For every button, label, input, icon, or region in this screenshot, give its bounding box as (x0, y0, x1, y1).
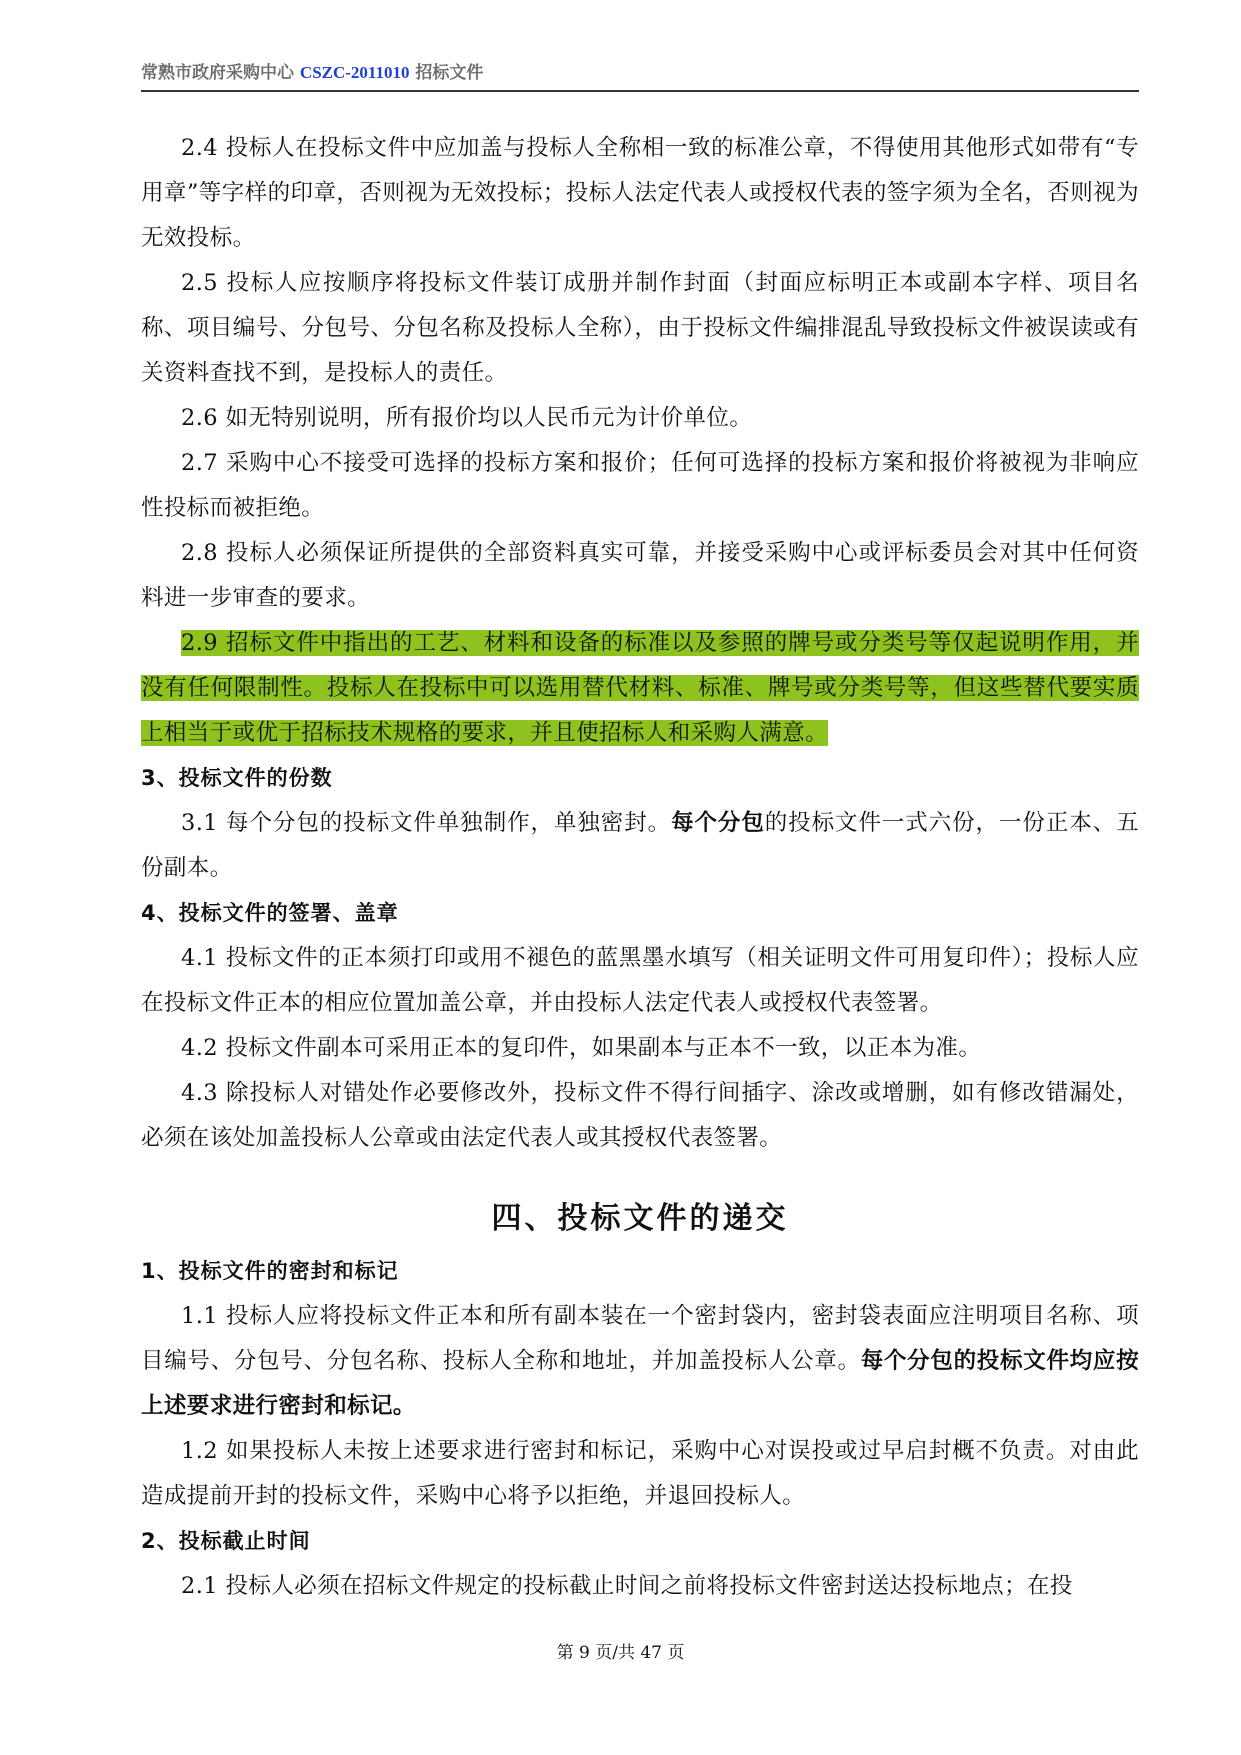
highlighted-text: 2.9 招标文件中指出的工艺、材料和设备的标准以及参照的牌号或分类号等仅起说明作用，并没有任何限制性。投标人在投标中可以选用替代材料、标准、牌号或分类号等，但这些替代要实质上相当于或优于招标技术规格的要求，并且使招标人和采购人满意。 (141, 630, 1139, 746)
header-text (141, 58, 483, 83)
heading-3: 3、投标文件的份数 (141, 766, 333, 790)
paragraph-4-1: 4.1 投标文件的正本须打印或用不褪色的蓝黑墨水填写（相关证明文件可用复印件）；投标人应在投标文件正本的相应位置加盖公章，并由投标人法定代表人或授权代表签署。 (141, 945, 1139, 1016)
paragraph-s2-1: 2.1 投标人必须在招标文件规定的投标截止时间之前将投标文件密封送达投标地点；在投 (181, 1573, 1073, 1599)
header-suffix: 招标文件 (409, 63, 484, 83)
paragraph-4-2: 4.2 投标文件副本可采用正本的复印件，如果副本与正本不一致，以正本为准。 (181, 1035, 982, 1061)
header-code: CSZC-2011010 (299, 63, 410, 82)
page-header (141, 56, 1139, 92)
paragraph-3-1-bold: 每个分包 (671, 810, 765, 836)
paragraph-2-8: 2.8 投标人必须保证所提供的全部资料真实可靠，并接受采购中心或评标委员会对其中任何资料进一步审查的要求。 (141, 540, 1139, 611)
paragraph-2-9 (141, 621, 1139, 756)
heading-s2: 2、投标截止时间 (141, 1529, 311, 1553)
paragraph-2-5: 2.5 投标人应按顺序将投标文件装订成册并制作封面（封面应标明正本或副本字样、项目名称、项目编号、分包号、分包名称及投标人全称），由于投标文件编排混乱导致投标文件被误读或有关资料查找不到，是投标人的责任。 (141, 270, 1139, 386)
header-prefix: 常熟市政府采购中心 (141, 63, 300, 83)
heading-s1: 1、投标文件的密封和标记 (141, 1259, 399, 1283)
paragraph-3-1-rest: 的投标文件一式六份，一份正本、五份副本。 (141, 810, 1139, 881)
paragraph-2-6: 2.6 如无特别说明，所有报价均以人民币元为计价单位。 (181, 405, 753, 431)
page-footer: 第 9 页/共 47 页 (556, 1643, 685, 1663)
heading-4: 4、投标文件的签署、盖章 (141, 901, 399, 925)
paragraph-s1-1 (141, 1294, 1139, 1429)
paragraph-3-1 (141, 801, 1139, 891)
paragraph-4-3: 4.3 除投标人对错处作必要修改外，投标文件不得行间插字、涂改或增删，如有修改错漏处，必须在该处加盖投标人公章或由法定代表人或其授权代表签署。 (141, 1080, 1139, 1151)
paragraph-s1-2: 1.2 如果投标人未按上述要求进行密封和标记，采购中心对误投或过早启封概不负责。对由此造成提前开封的投标文件，采购中心将予以拒绝，并退回投标人。 (141, 1438, 1139, 1509)
paragraph-s1-1-text: 1.1 投标人应将投标文件正本和所有副本装在一个密封袋内，密封袋表面应注明项目名称、项目编号、分包号、分包名称、投标人全称和地址，并加盖投标人公章。 (141, 1303, 1139, 1374)
paragraph-3-1-text: 3.1 每个分包的投标文件单独制作，单独密封。 (181, 810, 672, 836)
paragraph-2-4: 2.4 投标人在投标文件中应加盖与投标人全称相一致的标准公章，不得使用其他形式如带有“专用章”等字样的印章，否则视为无效投标；投标人法定代表人或授权代表的签字须为全名，否则视为无效投标。 (141, 135, 1139, 251)
section-title: 四、投标文件的递交 (491, 1201, 789, 1236)
document-body (141, 126, 1139, 1609)
paragraph-2-7: 2.7 采购中心不接受可选择的投标方案和报价；任何可选择的投标方案和报价将被视为非响应性投标而被拒绝。 (141, 450, 1139, 521)
paragraph-s1-1-bold: 每个分包的投标文件均应按上述要求进行密封和标记。 (141, 1348, 1139, 1419)
